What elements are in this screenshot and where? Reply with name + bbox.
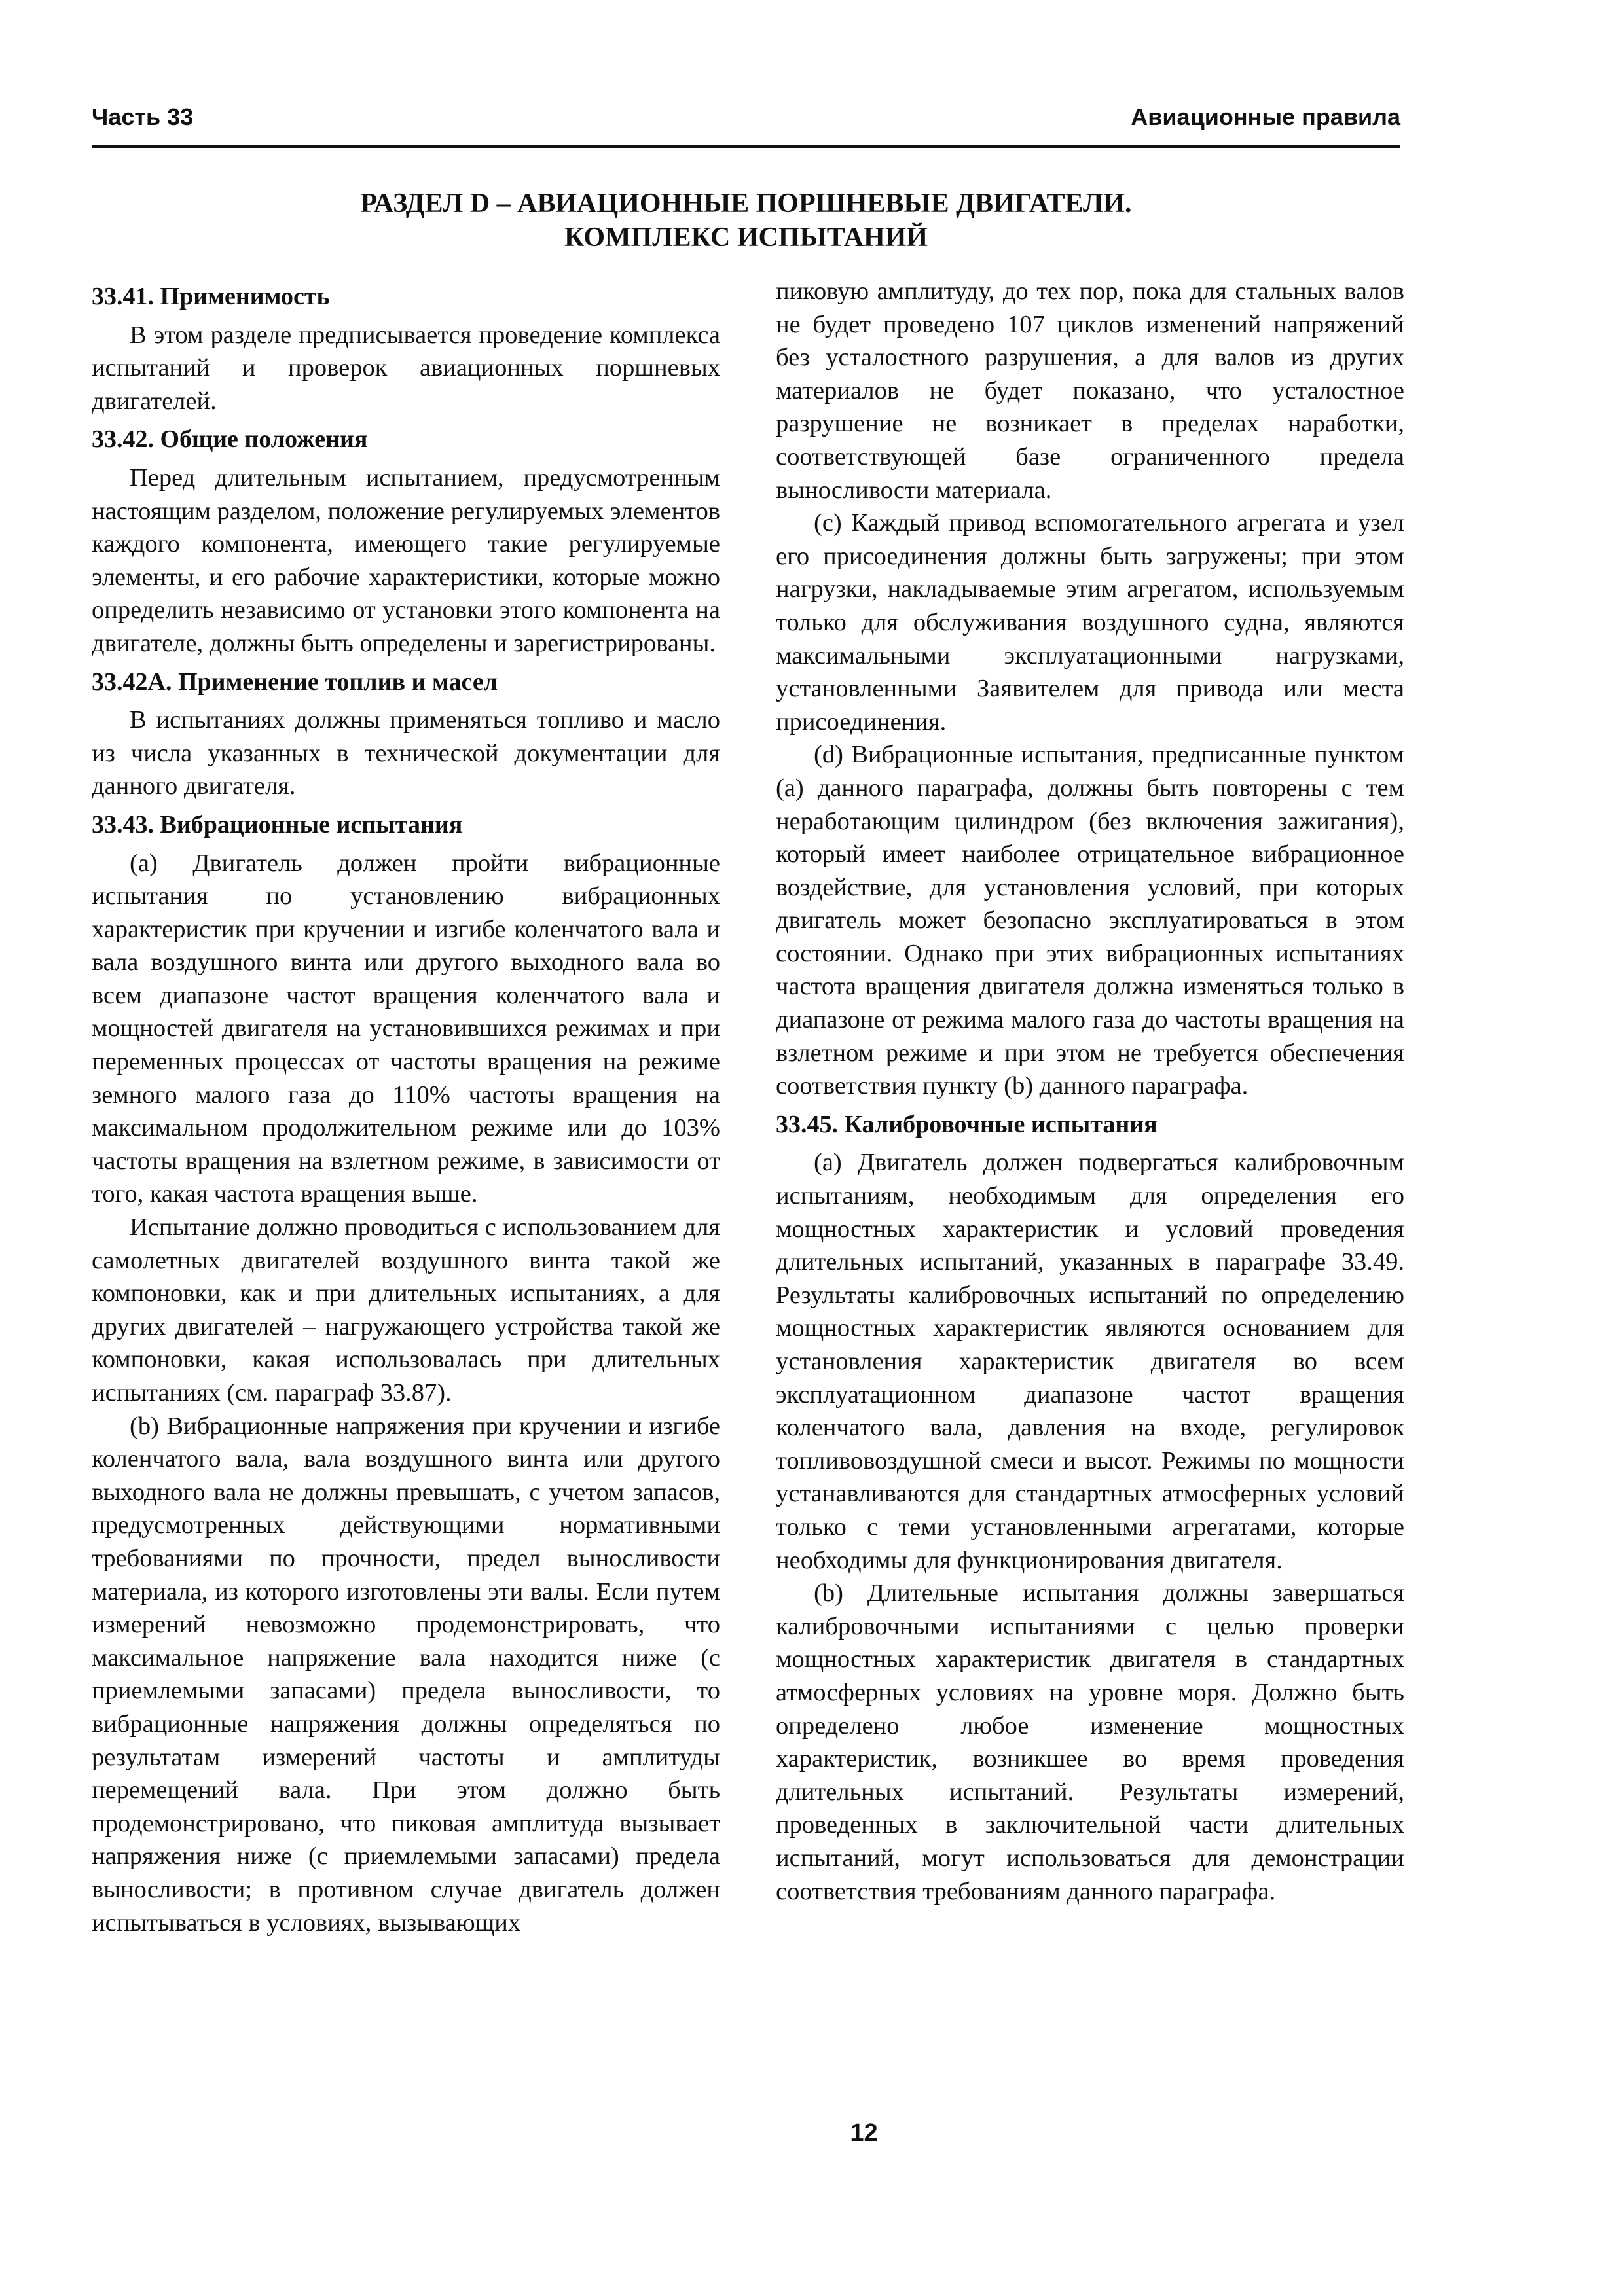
paragraph-33-43-b-cont: пиковую амплитуду, до тех пор, пока для стальных валов не будет проведено 107 циклов изменений напряжений без усталостного разрушения, а для валов из других материалов не будет показано, что усталостное разрушение не возникает в пределах наработки, соответствующей базе ограниченного предела выносливости материала. — [776, 278, 1404, 504]
heading-33-43: 33.43. Вибрационные испытания — [92, 810, 463, 838]
paragraph-33-45-b: (b) Длительные испытания должны завершаться калибровочными испытаниями с целью проверки мощностных характеристик двигателя в стандартных атмосферных условиях на уровне моря. Должно быть определено любое изменение мощностных характеристик, возникшее во время проведения длительных испытаний. Результаты измерений, проведенных в заключительной части длительных испытаний, могут использоваться для демонстрации соответствия требованиям данного параграфа. — [776, 1579, 1404, 1905]
paragraph-33-42a: В испытаниях должны применяться топливо и масло из числа указанных в технической документации для данного двигателя. — [92, 706, 720, 800]
heading-33-45: 33.45. Калибровочные испытания — [776, 1110, 1158, 1138]
heading-33-42: 33.42. Общие положения — [92, 425, 368, 454]
header-document-title: Авиационные правила — [1131, 103, 1400, 130]
section-title-line-1: РАЗДЕЛ D – АВИАЦИОННЫЕ ПОРШНЕВЫЕ ДВИГАТЕЛИ. — [360, 188, 1132, 219]
paragraph-33-43-b: (b) Вибрационные напряжения при кручении и изгибе коленчатого вала, вала воздушного винта или другого выходного вала не должны превышать, с учетом запасов, предусмотренных действующими нормативными требованиями по прочности, предел выносливости материала, из которого изготовлены эти валы. Если путем измерений невозможно продемонстрировать, что максимальное напряжение вала находится ниже (с приемлемыми запасами) предела выносливости, то вибрационные напряжения должны определяться по результатам измерений частоты и амплитуды перемещений вала. При этом должно быть продемонстрировано, что пиковая амплитуда вызывает напряжения ниже (с приемлемыми запасами) предела выносливости; в противном случае двигатель должен испытываться в условиях, вызывающих — [92, 1412, 720, 1937]
section-title-line-2: КОМПЛЕКС ИСПЫТАНИЙ — [564, 223, 928, 253]
header-rule — [92, 145, 1400, 148]
section-title — [92, 187, 1400, 255]
paragraph-33-45-a: (a) Двигатель должен подвергаться калибровочным испытаниям, необходимым для определения его мощностных характеристик и условий проведения длительных испытаний, указанных в параграфе 33.49. Результаты калибровочных испытаний по определению мощностных характеристик являются основанием для установления характеристик двигателя во всем эксплуатационном диапазоне частот вращения коленчатого вала, давления на входе, регулировок топливовоздушной смеси и высот. Режимы по мощности устанавливаются для стандартных атмосферных условий только с теми установленными агрегатами, которые необходимы для функционирования двигателя. — [776, 1149, 1404, 1574]
paragraph-33-43-a-cont: Испытание должно проводиться с использованием для самолетных двигателей воздушного винта такой же компоновки, как и при длительных испытаниях, а для других двигателей – нагружающего устройства такой же компоновки, какая использовалась при длительных испытаниях (см. параграф 33.87). — [92, 1213, 720, 1407]
page-number: 12 — [850, 2119, 878, 2147]
paragraph-33-43-d: (d) Вибрационные испытания, предписанные пунктом (a) данного параграфа, должны быть повторены с тем неработающим цилиндром (без включения зажигания), который имеет наиболее отрицательное вибрационное воздействие, для установления условий, при которых двигатель может безопасно эксплуатироваться в этом состоянии. Однако при этих вибрационных испытаниях частота вращения двигателя должна изменяться только в диапазоне от режима малого газа до частоты вращения на взлетном режиме и при этом не требуется обеспечения соответствия пункту (b) данного параграфа. — [776, 741, 1404, 1100]
left-column — [92, 275, 720, 1939]
running-header — [92, 103, 1400, 145]
header-part-label: Часть 33 — [92, 103, 194, 130]
paragraph-33-43-a: (a) Двигатель должен пройти вибрационные испытания по установлению вибрационных характеристик при кручении и изгибе коленчатого вала и вала воздушного винта или другого выходного вала во всем диапазоне частот вращения коленчатого вала и мощностей двигателя на установившихся режимах и при переменных процессах от частоты вращения на режиме земного малого газа до 110% частоты вращения на максимальном продолжительном режиме или до 103% частоты вращения на взлетном режиме, в зависимости от того, какая частота вращения выше. — [92, 849, 720, 1208]
heading-33-41: 33.41. Применимость — [92, 283, 330, 310]
heading-33-42a: 33.42А. Применение топлив и масел — [92, 668, 498, 696]
paragraph-33-43-c: (c) Каждый привод вспомогательного агрегата и узел его присоединения должны быть загружены; при этом нагрузки, накладываемые этим агрегатом, используемым только для обслуживания воздушного судна, являются максимальными эксплуатационными нагрузками, установленными Заявителем для привода или места присоединения. — [776, 509, 1404, 736]
paragraph-33-41: В этом разделе предписывается проведение комплекса испытаний и проверок авиационных поршневых двигателей. — [92, 321, 720, 415]
paragraph-33-42: Перед длительным испытанием, предусмотренным настоящим разделом, положение регулируемых элементов каждого компонента, имеющего такие регулируемые элементы, и его рабочие характеристики, которые можно определить независимо от установки этого компонента на двигателе, должны быть определены и зарегистрированы. — [92, 463, 720, 657]
right-column — [776, 275, 1404, 1908]
